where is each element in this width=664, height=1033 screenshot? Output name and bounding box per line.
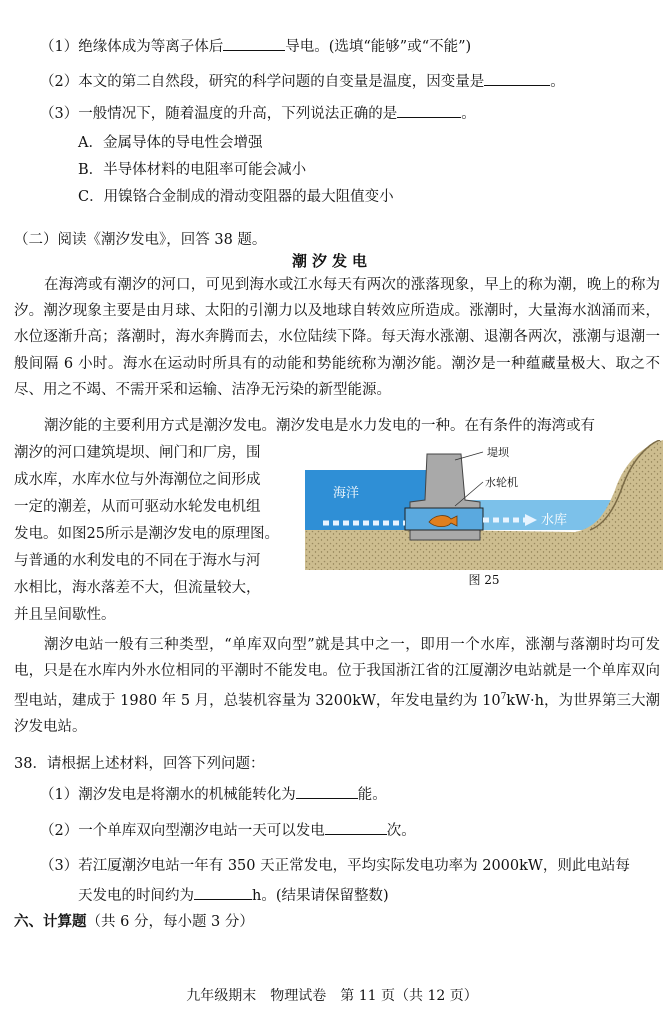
figure-caption: 图 25 [468, 573, 500, 587]
paragraph-1: 在海湾或有潮汐的河口，可见到海水或江水每天有两次的涨落现象，早上的称为潮，晚上的称为汐。潮汐现象主要是由月球、太阳的引潮力以及地球自转效应所造成。涨潮时，大量海水汹涌而来，水位逐渐升高；落潮时，海水奔腾而去，水位陆续下降。每天海水涨潮、退潮各两次，涨潮与退潮一般间隔 6 小时。海水在运动时所具有的动能和势能统称为潮汐能。潮汐是一种蕴藏量极大、取之不尽、用之不竭、不需开采和运输、洁净无污染的新型能源。 [14, 277, 660, 398]
option-c: C．用镍铬合金制成的滑动变阻器的最大阻值变小 [78, 189, 394, 205]
answer-blank[interactable] [194, 885, 252, 900]
section-6-heading: 六、计算题（共 6 分，每小题 3 分） [14, 914, 254, 930]
answer-blank[interactable] [223, 36, 285, 51]
article-title: 潮汐发电 [291, 252, 372, 270]
question-2: （2）本文的第二自然段，研究的科学问题的自变量是温度，因变量是 。 [40, 71, 565, 92]
option-b: B．半导体材料的电阻率可能会减小 [78, 162, 307, 178]
section-heading: （二）阅读《潮汐发电》，回答 38 题。 [14, 232, 267, 248]
paragraph-3: 潮汐电站一般有三种类型，“单库双向型”就是其中之一，即用一个水库，涨潮与落潮时均可发电，只是在水库内外水位相同的平潮时不能发电。位于我国浙江省的江厦潮汐电站就是一个单库双向型电站，建成于 1980 年 5 月，总装机容量为 3200kW，年发电量约为 $10^7kW\cdot h$，为世界第三大潮汐发电站。 [14, 637, 660, 736]
answer-blank[interactable] [296, 784, 358, 799]
turbine-label: 水轮机 [485, 476, 518, 489]
question-38-stem: 38．请根据上述材料，回答下列问题： [14, 756, 265, 772]
answer-blank[interactable] [325, 820, 387, 835]
question-38-1: （1）潮汐发电是将潮水的机械能转化为 能。 [40, 784, 387, 805]
question-38-2: （2）一个单库双向型潮汐电站一天可以发电 次。 [40, 820, 416, 841]
question-38-3-cont: 天发电的时间约为 h。(结果请保留整数) [78, 885, 389, 906]
tidal-power-diagram [305, 440, 663, 570]
paragraph-2-first-line: 潮汐能的主要利用方式是潮汐发电。潮汐发电是水力发电的一种。在有条件的海湾或有 [44, 418, 595, 434]
dam-label: 堤坝 [487, 446, 509, 459]
question-38-3: （3）若江厦潮汐电站一年有 350 天正常发电，平均实际发电功率为 2000kW，则此电站每 [40, 858, 630, 874]
sea-label: 海洋 [333, 486, 360, 501]
answer-blank[interactable] [484, 71, 550, 86]
answer-blank[interactable] [397, 103, 461, 118]
option-a: A．金属导体的导电性会增强 [78, 135, 263, 151]
question-1: （1）绝缘体成为等离子体后 导电。(选填“能够”或“不能”) [40, 36, 471, 57]
page-footer: 九年级期末 物理试卷 第 11 页（共 12 页） [186, 988, 478, 1004]
reservoir-label: 水库 [541, 513, 568, 528]
question-3: （3）一般情况下，随着温度的升高，下列说法正确的是 。 [40, 103, 476, 124]
